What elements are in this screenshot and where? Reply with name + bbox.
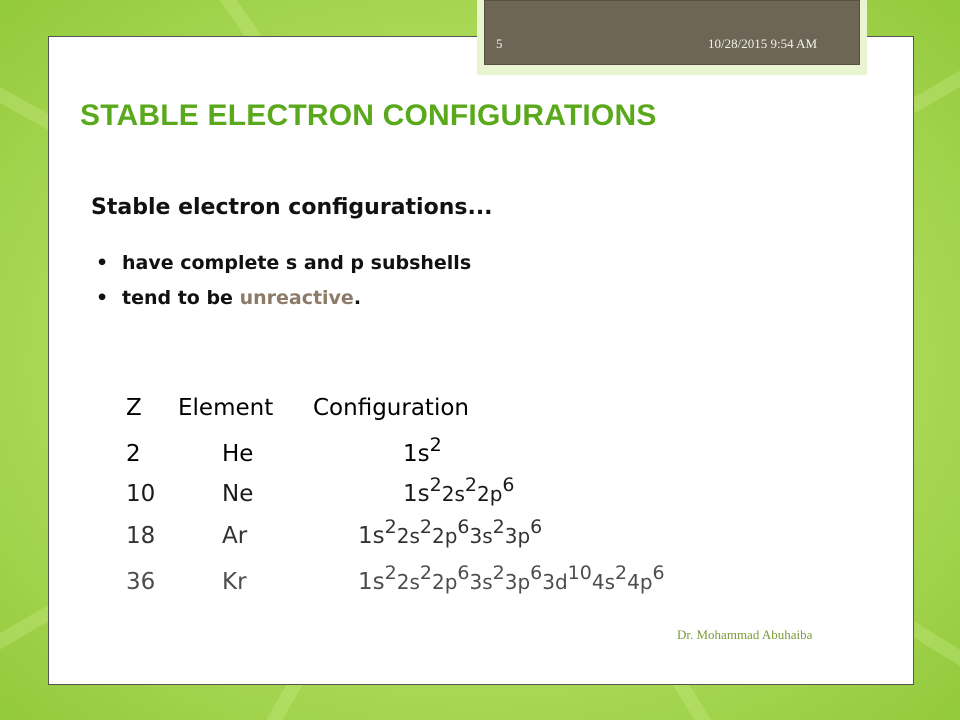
- header-z: Z: [126, 395, 142, 421]
- slide-datetime: 10/28/2015 9:54 AM: [708, 36, 818, 51]
- electron-count: 2: [384, 562, 397, 584]
- row-z: 18: [126, 523, 156, 549]
- orbital-label: 1s: [403, 441, 430, 467]
- electron-count: 6: [457, 562, 470, 584]
- header-element: Element: [178, 395, 274, 421]
- orbital-label: 3s: [469, 570, 493, 594]
- orbital-label: 3d: [542, 570, 568, 594]
- electron-count: 2: [419, 516, 432, 538]
- orbital-label: 3p: [504, 570, 531, 594]
- row-configuration: [358, 516, 543, 549]
- orbital-label: 2s: [396, 524, 420, 548]
- row-z: 2: [126, 441, 141, 467]
- electron-count: 10: [567, 562, 592, 584]
- slide-title: STABLE ELECTRON CONFIGURATIONS: [80, 99, 657, 132]
- orbital-label: 4s: [591, 570, 616, 594]
- header-configuration: Configuration: [313, 395, 469, 421]
- slide-subtitle: Stable electron configurations...: [91, 195, 493, 220]
- electron-count: 2: [615, 562, 628, 584]
- orbital-label: 2p: [476, 482, 503, 506]
- orbital-label: 2s: [396, 570, 420, 594]
- bullet-highlight-unreactive: unreactive: [239, 287, 354, 309]
- electron-count: 2: [492, 562, 505, 584]
- row-element: Ne: [222, 481, 254, 507]
- bullet-text-1: have complete s and p subshells: [122, 252, 472, 274]
- orbital-label: 2p: [431, 570, 458, 594]
- electron-count: 2: [429, 434, 442, 456]
- electron-count: 2: [384, 516, 397, 538]
- electron-count: 6: [530, 516, 543, 538]
- electron-count: 6: [652, 562, 665, 584]
- orbital-label: 2p: [431, 524, 458, 548]
- electron-count: 6: [530, 562, 543, 584]
- orbital-label: 3s: [469, 524, 493, 548]
- orbital-label: 1s: [358, 569, 385, 595]
- electron-count: 6: [502, 474, 515, 496]
- row-configuration: [358, 562, 665, 595]
- row-element: He: [222, 441, 254, 467]
- row-configuration: [403, 474, 515, 507]
- electron-count: 2: [492, 516, 505, 538]
- bullet-text-2-suffix: .: [353, 287, 362, 309]
- slide-number: 5: [496, 36, 503, 51]
- electron-count: 2: [419, 562, 432, 584]
- orbital-label: 3p: [504, 524, 531, 548]
- row-configuration: [403, 434, 442, 467]
- row-element: Kr: [222, 569, 247, 595]
- bullet-dot: •: [96, 287, 109, 309]
- orbital-label: 4p: [627, 570, 653, 594]
- electron-count: 2: [429, 474, 442, 496]
- footer-author: Dr. Mohammad Abuhaiba: [677, 627, 813, 642]
- bullet-dot: •: [96, 252, 109, 274]
- orbital-label: 1s: [403, 481, 430, 507]
- orbital-label: 2s: [441, 482, 465, 506]
- row-element: Ar: [222, 523, 248, 549]
- row-z: 36: [126, 569, 156, 595]
- electron-count: 6: [457, 516, 470, 538]
- electron-count: 2: [464, 474, 477, 496]
- row-z: 10: [126, 481, 156, 507]
- bullet-text-2-prefix: tend to be: [122, 287, 240, 309]
- orbital-label: 1s: [358, 523, 385, 549]
